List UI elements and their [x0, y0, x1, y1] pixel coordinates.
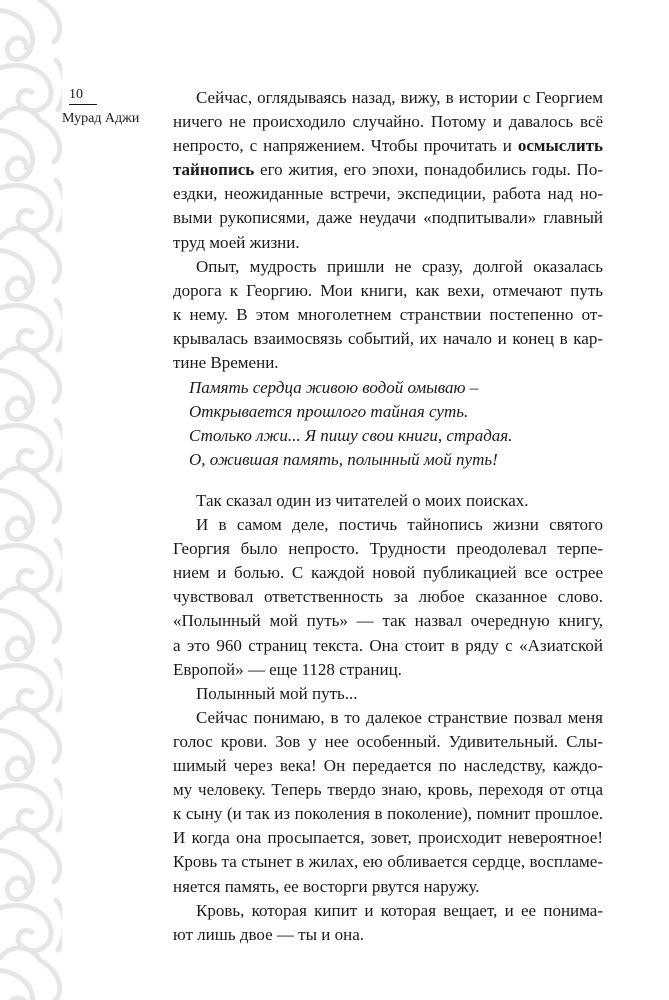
text-fragment: непросто, с напряжением. Чтобы прочитать и — [173, 136, 518, 156]
text-line — [173, 158, 603, 182]
text-line: няется память, ее восторги рвутся наружу. — [173, 876, 480, 896]
text-line: дорога к Георгию. Мои книги, как вехи, отмечают путь — [173, 280, 603, 300]
text-line: Сейчас понимаю, в то далекое странствие позвал меня — [196, 707, 603, 727]
text-line: И когда она просыпается, зовет, происходит невероятное! — [173, 828, 603, 848]
text-line: к сыну (и так из поколения в поколение), помнит прошлое. — [173, 804, 603, 824]
body-text-lower — [173, 489, 603, 947]
running-head-author: Мурад Аджи — [62, 111, 140, 126]
page-number: 10 — [69, 87, 83, 102]
text-line: му человеку. Теперь твердо знаю, кровь, переходя от отца — [173, 780, 603, 800]
text-line: Опыт, мудрость пришли не сразу, долгой оказалась — [196, 256, 603, 276]
text-line: выми рукописями, даже неудачи «подпитывали» главный — [173, 208, 603, 228]
text-line: крывалась взаимосвязь событий, их начало и конец в кар- — [173, 328, 603, 348]
poem-line: О, ожившая память, полынный мой путь! — [189, 450, 498, 470]
bold-term: тайнопись — [173, 160, 255, 180]
text-line: ничего не происходило случайно. Потому и давалось всё — [173, 112, 603, 132]
text-line — [173, 134, 603, 158]
poem-line: Столько лжи... Я пишу свои книги, страдая. — [189, 426, 513, 446]
text-line: нием и болью. С каждой новой публикацией все острее — [173, 563, 603, 583]
poem-line: Память сердца живою водой омываю – — [189, 378, 479, 397]
poem-line: Открывается прошлого тайная суть. — [189, 402, 469, 422]
text-line: Полынный мой путь... — [196, 683, 358, 703]
text-line: чувствовал ответственность за любое сказанное слово. — [173, 587, 603, 607]
text-line: ют лишь двое — ты и она. — [173, 924, 364, 944]
body-text-upper — [173, 86, 603, 375]
decorative-ornament-border — [0, 0, 62, 1000]
text-line: а это 960 страниц текста. Она стоит в ряду с «Азиатской — [173, 635, 603, 655]
text-line: Кровь та стынет в жилах, ею обливается сердце, воспламе- — [173, 852, 603, 872]
text-line: Европой» — еще 1128 страниц. — [173, 659, 402, 679]
text-line: труд моей жизни. — [173, 232, 300, 252]
text-line: шимый через века! Он передается по наследству, каждо- — [173, 756, 603, 776]
poem-quote — [189, 376, 609, 472]
text-line: к нему. В этом многолетнем странствии постепенно от- — [173, 304, 603, 324]
text-line: Так сказал один из читателей о моих поисках. — [196, 491, 529, 510]
header-rule — [69, 104, 97, 105]
text-line: Сейчас, оглядываясь назад, вижу, в истории с Георгием — [196, 88, 603, 107]
text-fragment: его жития, его эпохи, понадобились годы. По- — [254, 160, 603, 180]
text-line: Кровь, которая кипит и которая вещает, и ее понима- — [196, 900, 603, 920]
text-line: тине Времени. — [173, 353, 279, 373]
bold-term: осмыслить — [517, 136, 603, 156]
text-line: И в самом деле, постичь тайнопись жизни святого — [196, 515, 603, 535]
text-line: голос крови. Зов у нее особенный. Удивительный. Слы- — [173, 731, 603, 751]
text-line: Георгия было непросто. Трудности преодолевал терпе- — [173, 539, 603, 559]
text-line: «Полынный мой путь» — так назвал очередную книгу, — [173, 611, 603, 631]
text-line: ездки, неожиданные встречи, экспедиции, работа над но- — [173, 184, 603, 204]
